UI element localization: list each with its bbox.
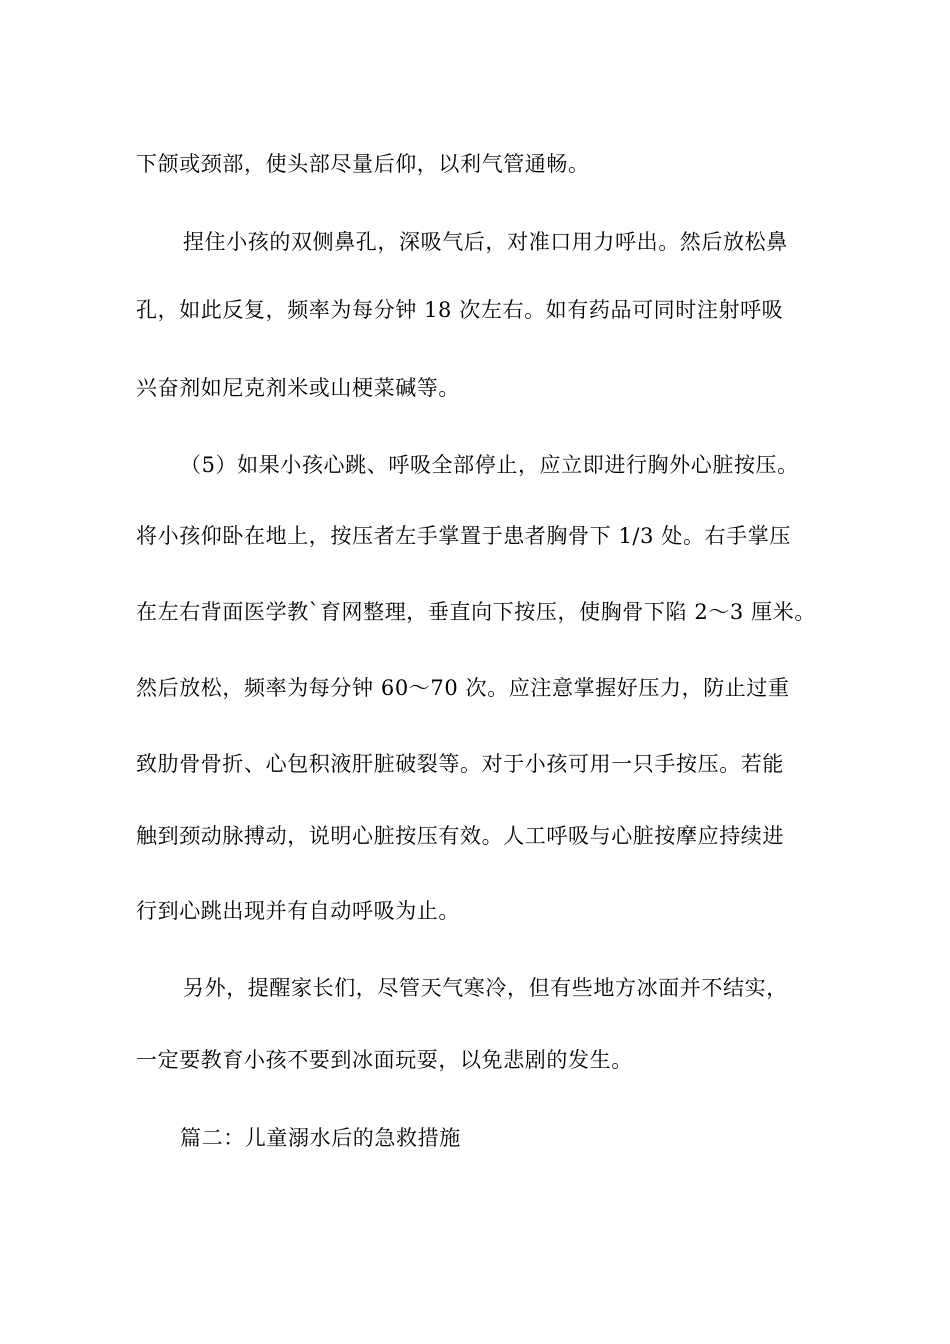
paragraph-line: 行到心跳出现并有自动呼吸为止。 xyxy=(136,899,460,923)
paragraph-line: 下颌或颈部，使头部尽量后仰，以利气管通畅。 xyxy=(136,152,590,176)
paragraph-line: 在左右背面医学教`育网整理，垂直向下按压，使胸骨下陷 2～3 厘米。 xyxy=(136,600,816,624)
paragraph-line: 将小孩仰卧在地上，按压者左手掌置于患者胸骨下 1/3 处。右手掌压 xyxy=(136,524,791,548)
paragraph-line: 一定要教育小孩不要到冰面玩耍，以免悲剧的发生。 xyxy=(136,1048,633,1072)
section-heading: 篇二：儿童溺水后的急救措施 xyxy=(180,1126,461,1150)
paragraph-line: 触到颈动脉搏动，说明心脏按压有效。人工呼吸与心脏按摩应持续进 xyxy=(136,824,784,848)
paragraph-line: 另外，提醒家长们，尽管天气寒冷，但有些地方冰面并不结实， xyxy=(183,976,788,1000)
paragraph-line: 然后放松，频率为每分钟 60～70 次。应注意掌握好压力，防止过重 xyxy=(136,676,790,700)
paragraph-line: 兴奋剂如尼克剂米或山梗菜碱等。 xyxy=(136,376,460,400)
paragraph-line: 孔，如此反复，频率为每分钟 18 次左右。如有药品可同时注射呼吸 xyxy=(136,298,784,322)
paragraph-line: （5）如果小孩心跳、呼吸全部停止，应立即进行胸外心脏按压。 xyxy=(180,453,799,477)
paragraph-line: 致肋骨骨折、心包积液肝脏破裂等。对于小孩可用一只手按压。若能 xyxy=(136,752,784,776)
paragraph-line: 捏住小孩的双侧鼻孔，深吸气后，对准口用力呼出。然后放松鼻 xyxy=(183,230,788,254)
